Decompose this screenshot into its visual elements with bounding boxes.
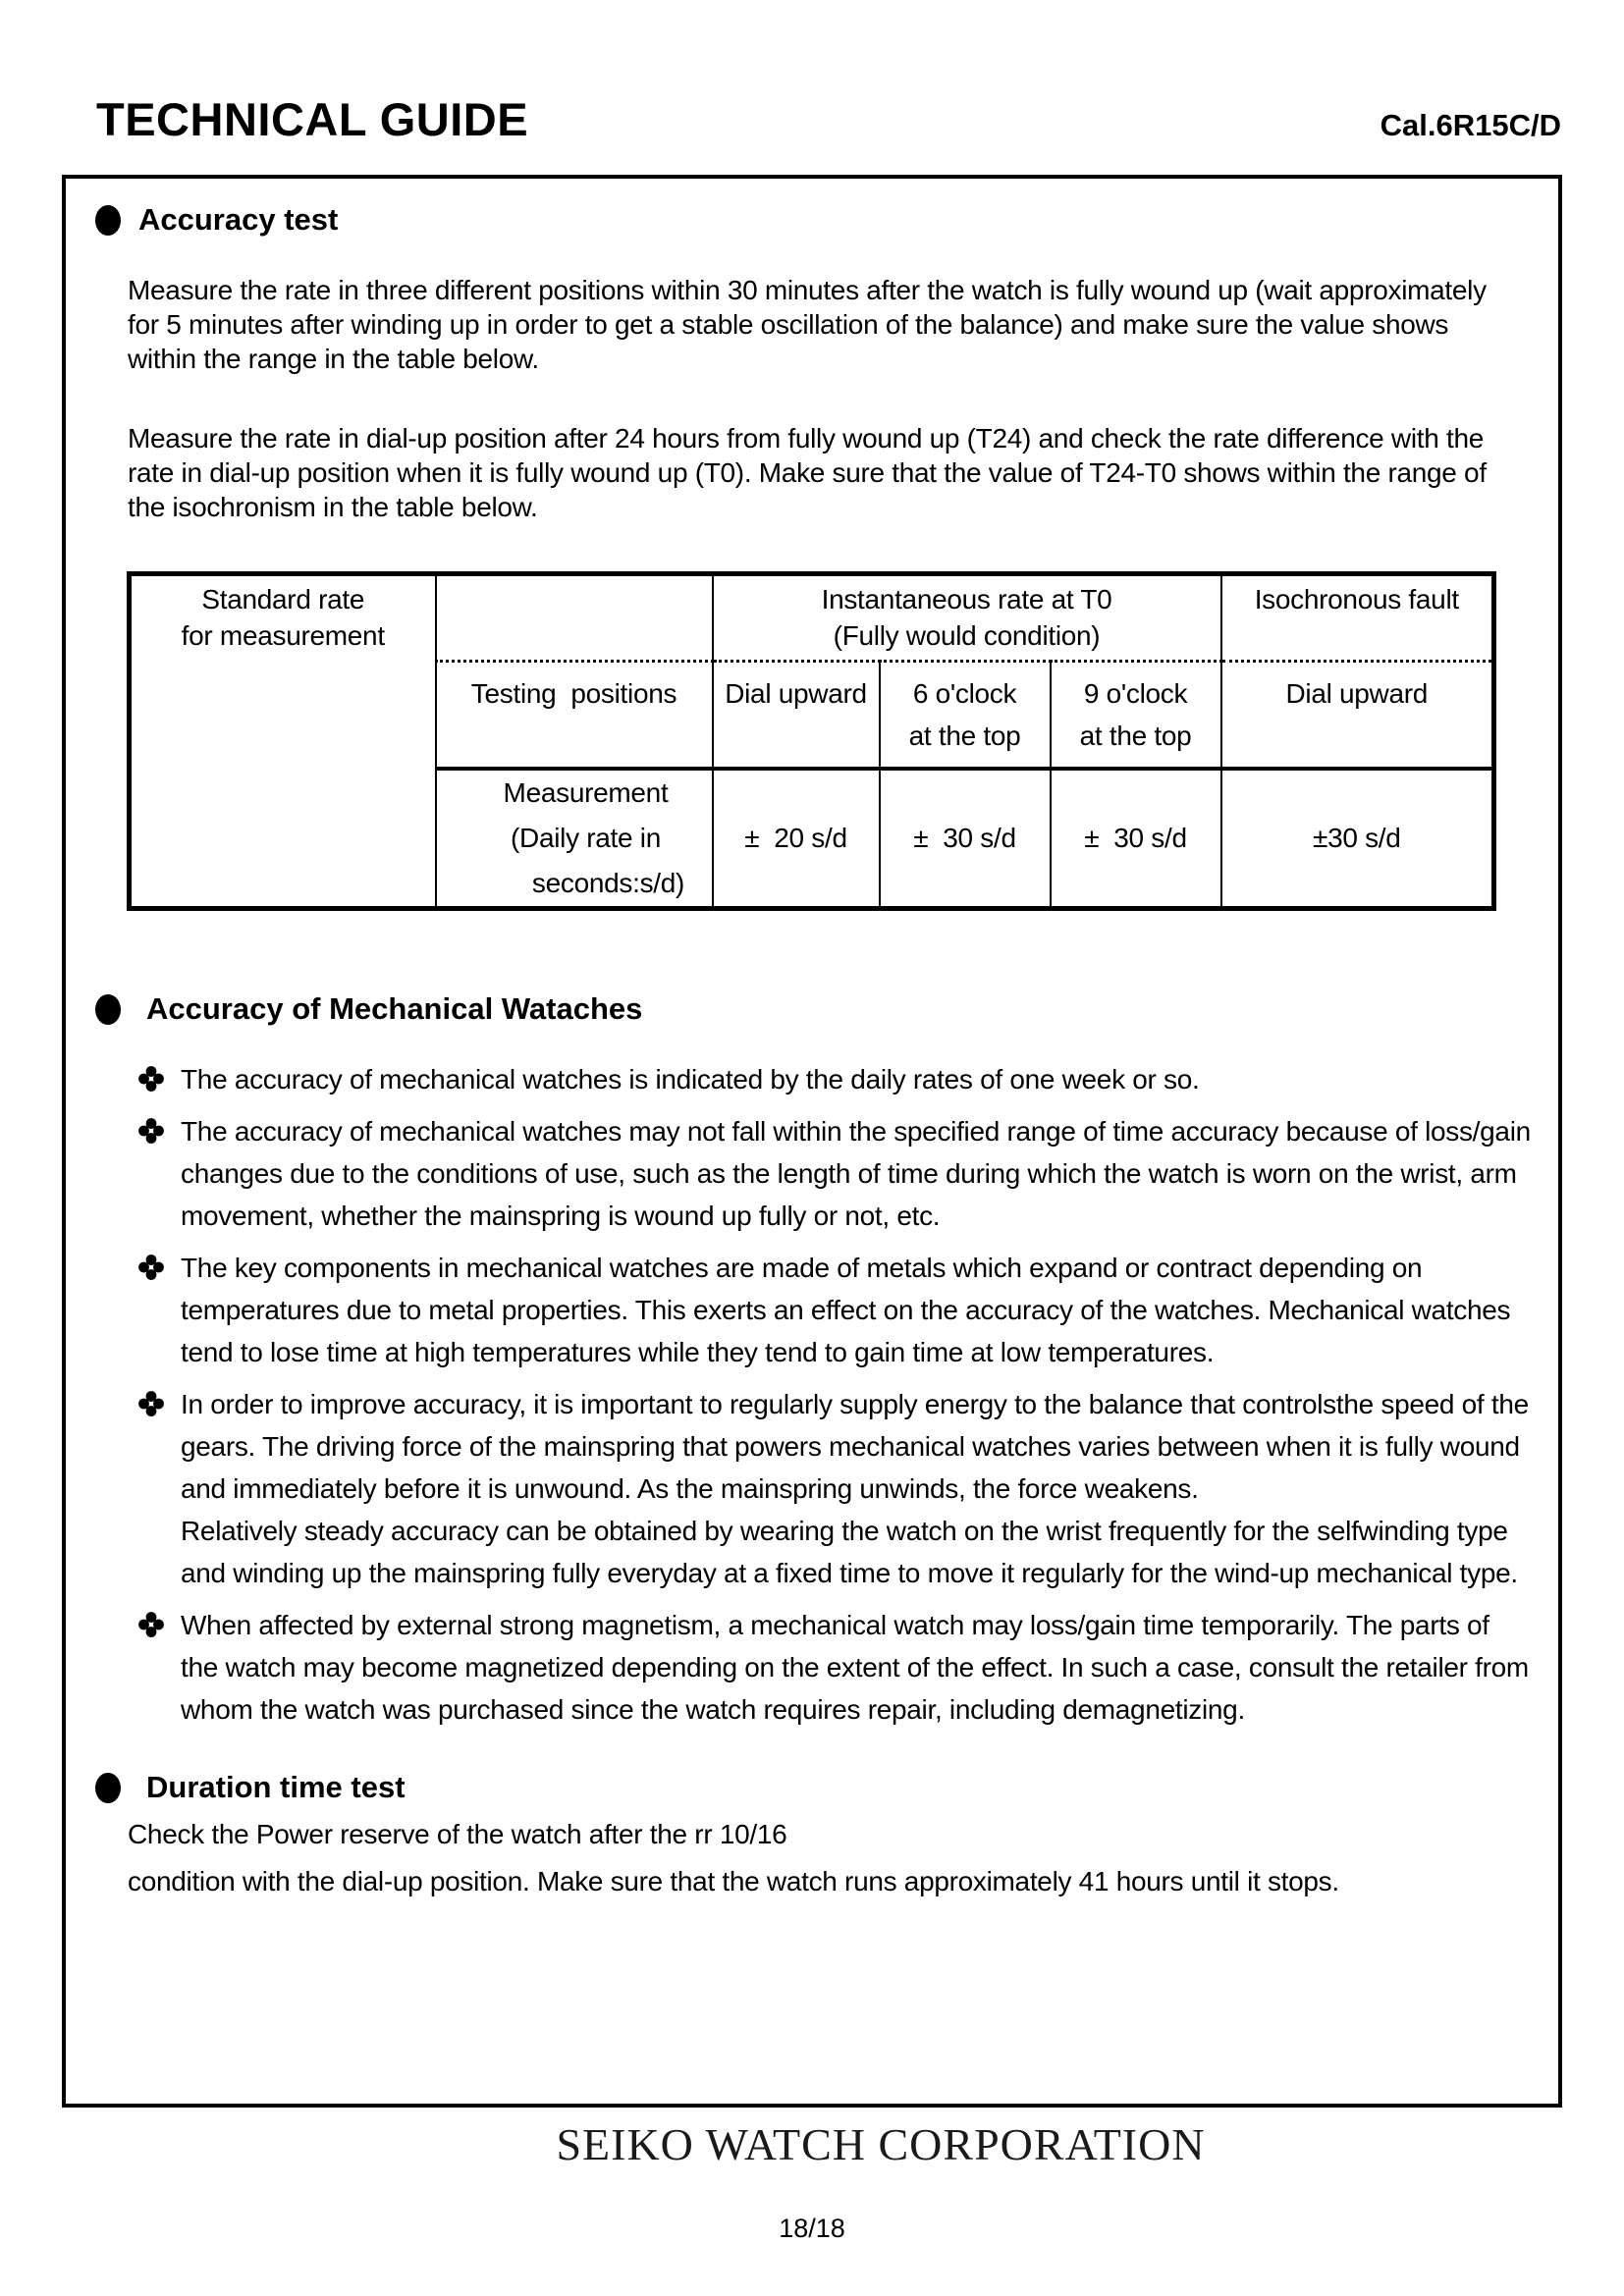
list-item-text: The key components in mechanical watches are made of metals which expand or contract depending on temperatures due to metal properties. This exerts an effect on the accuracy of the watches. Mechanical watches tend to lose time at high temperatures while they tend to gain time at low temperatures. — [181, 1253, 1511, 1367]
rate-value-cell: ±30 s/d — [1221, 769, 1494, 909]
duration-line-1: Check the Power reserve of the watch after the rr 10/16 — [128, 1819, 787, 1849]
position-header-cell: Dial upward — [1221, 662, 1494, 770]
rate-specification-table — [127, 571, 1496, 911]
rate-value-cell: ± 30 s/d — [1051, 769, 1221, 909]
duration-test-paragraph — [128, 1811, 1504, 1905]
section-bullet-icon — [95, 1773, 121, 1803]
clover-bullet-icon — [137, 1254, 165, 1281]
list-item — [137, 1383, 1531, 1594]
corner-cell-standard-rate — [130, 574, 436, 909]
isochronous-header-cell: Isochronous fault — [1221, 574, 1494, 662]
list-item-text: The accuracy of mechanical watches is indicated by the daily rates of one week or so. — [181, 1064, 1200, 1095]
rate-value-cell: ± 20 s/d — [713, 769, 880, 909]
list-item-text-part1: In order to improve accuracy, it is important to regularly supply energy to the balance that controlsthe speed of the gears. The driving force of the mainspring that powers mechanical watches varies between when it is fully wound and immediately before it is unwound. As the mainspring unwinds, the force weakens. — [181, 1389, 1529, 1504]
section-heading-duration-test — [95, 1770, 1558, 1805]
caliber-label: Cal.6R15C/D — [1380, 108, 1561, 142]
section-heading-label: Accuracy of Mechanical Wataches — [146, 991, 643, 1026]
group-header-line2: (Fully would condition) — [833, 620, 1101, 651]
group-header-cell — [713, 574, 1221, 662]
list-item — [137, 1604, 1531, 1731]
measurement-label-cell: Measurement (Daily rate in seconds:s/d) — [436, 769, 713, 909]
group-header-line1: Instantaneous rate at T0 — [821, 584, 1112, 614]
list-item — [137, 1058, 1531, 1100]
clover-bullet-icon — [137, 1611, 165, 1638]
list-item-text-part2: Relatively steady accuracy can be obtained by wearing the watch on the wrist frequently for the selfwinding type and winding up the mainspring fully everyday at a fixed time to move it regularly for the wind-up mechanical type. — [181, 1516, 1518, 1588]
accuracy-test-paragraph-1: Measure the rate in three different positions within 30 minutes after the watch is fully wound up (wait approximately for 5 minutes after winding up in order to get a stable oscillation of the balance) and make sure the value shows within the range in the table below. — [128, 275, 1487, 374]
list-item-text: When affected by external strong magnetism, a mechanical watch may loss/gain time temporarily. The parts of the watch may become magnetized depending on the extent of the effect. In such a case, consult the retailer from whom the watch was purchased since the watch requires repair, including demagnetizing. — [181, 1610, 1529, 1725]
position-header-cell: 9 o'clock at the top — [1051, 662, 1221, 770]
section-heading-accuracy-mechanical — [95, 991, 1558, 1027]
company-name: SEIKO WATCH CORPORATION — [556, 2119, 1206, 2169]
list-item — [137, 1247, 1531, 1373]
testing-positions-cell — [436, 662, 713, 770]
list-item — [137, 1110, 1531, 1237]
section-heading-accuracy-test — [95, 202, 1558, 238]
accuracy-notes-list — [137, 1058, 1531, 1731]
content-frame — [62, 175, 1562, 2108]
clover-bullet-icon — [137, 1117, 165, 1145]
duration-line-2: condition with the dial-up position. Make sure that the watch runs approximately 41 hours until it stops. — [128, 1866, 1339, 1896]
page-number: 18/18 — [779, 2214, 845, 2243]
list-item-text: The accuracy of mechanical watches may not fall within the specified range of time accuracy because of loss/gain changes due to the conditions of use, such as the length of time during which the watch is worn on the wrist, arm movement, whether the mainspring is wound up fully or not, etc. — [181, 1116, 1531, 1231]
rate-value-cell: ± 30 s/d — [880, 769, 1051, 909]
page-title: TECHNICAL GUIDE — [96, 93, 529, 145]
section-bullet-icon — [95, 994, 121, 1025]
accuracy-test-paragraph-2: Measure the rate in dial-up position after 24 hours from fully wound up (T24) and check the rate difference with the rate in dial-up position when it is fully wound up (T0). Make sure that the value of T24-T0 shows within the range of the isochronism in the table below. — [128, 423, 1487, 522]
corner-label-line2: for measurement — [181, 620, 385, 651]
clover-bullet-icon — [137, 1390, 165, 1417]
position-header-cell: 6 o'clock at the top — [880, 662, 1051, 770]
empty-header-cell — [436, 574, 713, 662]
section-heading-label: Accuracy test — [138, 202, 339, 237]
corner-label-line1: Standard rate — [201, 584, 365, 614]
clover-bullet-icon — [137, 1065, 165, 1093]
list-item-text — [181, 1383, 1531, 1594]
position-header-cell: Dial upward — [713, 662, 880, 770]
section-bullet-icon — [95, 205, 121, 236]
section-heading-label: Duration time test — [146, 1770, 406, 1804]
testing-positions-label: Testing positions — [470, 678, 677, 709]
